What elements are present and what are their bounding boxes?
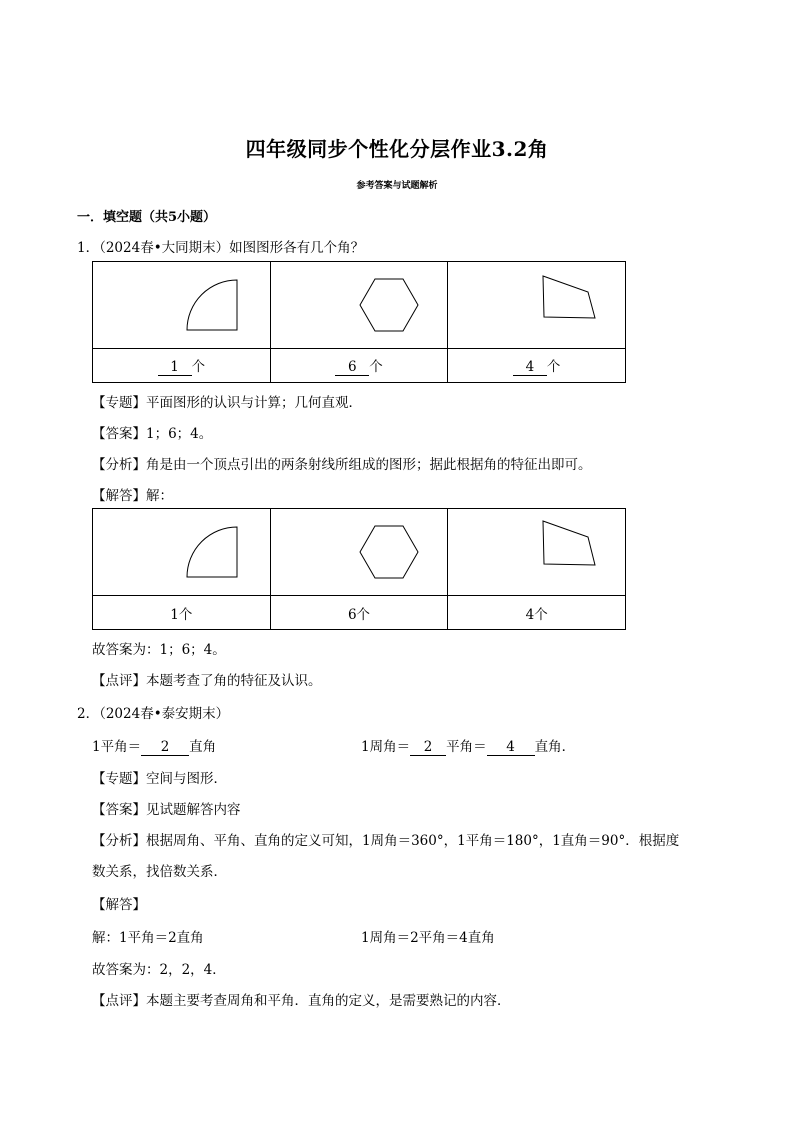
q1-comment xyxy=(92,669,322,689)
answer-tag: 【答案】 xyxy=(92,802,146,818)
unit-label: 个 xyxy=(191,359,206,375)
comment-tag: 【点评】 xyxy=(92,673,146,689)
solution-cell-1: 1个 xyxy=(93,596,271,630)
analysis-text: 角是由一个顶点引出的两条射线所组成的图形；据此根据角的特征出即可。 xyxy=(146,457,592,473)
q1-topic xyxy=(92,391,362,411)
quadrilateral-cell xyxy=(448,262,626,349)
q2-stem: 2．（2024春•泰安期末） xyxy=(77,706,230,722)
solution-cell-2: 6个 xyxy=(270,596,448,630)
q1-blank-1[interactable]: 1 xyxy=(158,360,192,376)
quadrilateral-shape xyxy=(448,262,626,348)
q2-analysis-line2: 数关系，找倍数关系． xyxy=(92,864,227,880)
solution-text: 解： xyxy=(146,488,173,504)
q2-blank-3[interactable]: 4 xyxy=(487,740,535,756)
quarter-circle-shape xyxy=(93,262,271,348)
hexagon-cell xyxy=(270,509,448,596)
q2-solution-left: 解：1平角＝2直角 xyxy=(92,930,204,946)
q2-part1-prefix: 1平角＝ xyxy=(92,739,142,755)
page-subtitle: 参考答案与试题解析 xyxy=(356,181,438,191)
q1-stem: 1．（2024春•大同期末）如图图形各有几个角？ xyxy=(77,240,365,256)
solution-tag: 【解答】 xyxy=(92,488,146,504)
q2-blank-2[interactable]: 2 xyxy=(410,740,446,756)
q1-answer-cell-2 xyxy=(270,349,448,383)
analysis-tag: 【分析】 xyxy=(92,457,146,473)
unit-label: 个 xyxy=(369,359,383,375)
solution-cell-3: 4个 xyxy=(448,596,626,630)
hexagon-shape xyxy=(271,262,449,348)
hexagon-shape xyxy=(271,509,449,595)
q2-solution-tag: 【解答】 xyxy=(92,897,146,913)
sector-cell xyxy=(93,262,271,349)
q2-part2-suffix: 直角． xyxy=(534,739,576,755)
q1-blank-3[interactable]: 4 xyxy=(513,360,547,376)
comment-tag: 【点评】 xyxy=(92,993,146,1009)
q1-analysis xyxy=(92,453,592,473)
q1-solution xyxy=(92,484,173,504)
q1-answer xyxy=(92,422,212,442)
unit-label: 个 xyxy=(546,359,561,375)
q1-answer-cell-3 xyxy=(448,349,626,383)
q1-conclusion: 故答案为：1；6；4。 xyxy=(92,642,226,658)
answer-text: 见试题解答内容 xyxy=(146,802,241,818)
comment-text: 本题主要考查周角和平角．直角的定义，是需要熟记的内容． xyxy=(146,993,511,1009)
answer-tag: 【答案】 xyxy=(92,426,146,442)
comment-text: 本题考查了角的特征及认识。 xyxy=(146,673,322,689)
q1-solution-table xyxy=(92,508,626,630)
q2-part2-prefix: 1周角＝ xyxy=(361,739,411,755)
quadrilateral-cell xyxy=(448,509,626,596)
quadrilateral-shape xyxy=(448,509,626,595)
q2-analysis-line1 xyxy=(92,829,679,849)
q2-solution-right: 1周角＝2平角＝4直角 xyxy=(361,930,495,946)
sector-cell xyxy=(93,509,271,596)
analysis-text: 根据周角、平角、直角的定义可知，1周角＝360°，1平角＝180°，1直角＝90°．根据度 xyxy=(146,833,680,849)
q2-blank-1[interactable]: 2 xyxy=(141,740,189,756)
section-heading: 一．填空题（共5小题） xyxy=(77,210,217,225)
q2-part2-mid: 平角＝ xyxy=(446,739,487,755)
q1-blank-2[interactable]: 6 xyxy=(335,360,369,376)
page-title: 四年级同步个性化分层作业3.2角 xyxy=(245,137,549,161)
hexagon-cell xyxy=(270,262,448,349)
topic-text: 空间与图形． xyxy=(146,771,227,787)
analysis-tag: 【分析】 xyxy=(92,833,146,849)
topic-tag: 【专题】 xyxy=(92,395,146,411)
q2-part2 xyxy=(361,735,575,756)
q2-part1-suffix: 直角 xyxy=(189,739,217,755)
q2-topic xyxy=(92,767,227,787)
q2-conclusion: 故答案为：2，2，4． xyxy=(92,962,226,978)
answer-text: 1；6；4。 xyxy=(146,426,213,442)
q2-part1 xyxy=(92,735,216,756)
topic-tag: 【专题】 xyxy=(92,771,146,787)
quarter-circle-shape xyxy=(93,509,271,595)
q1-answer-cell-1 xyxy=(93,349,271,383)
q2-answer xyxy=(92,798,241,818)
q1-question-table xyxy=(92,261,626,383)
topic-text: 平面图形的认识与计算；几何直观． xyxy=(146,395,362,411)
q2-comment xyxy=(92,989,511,1009)
